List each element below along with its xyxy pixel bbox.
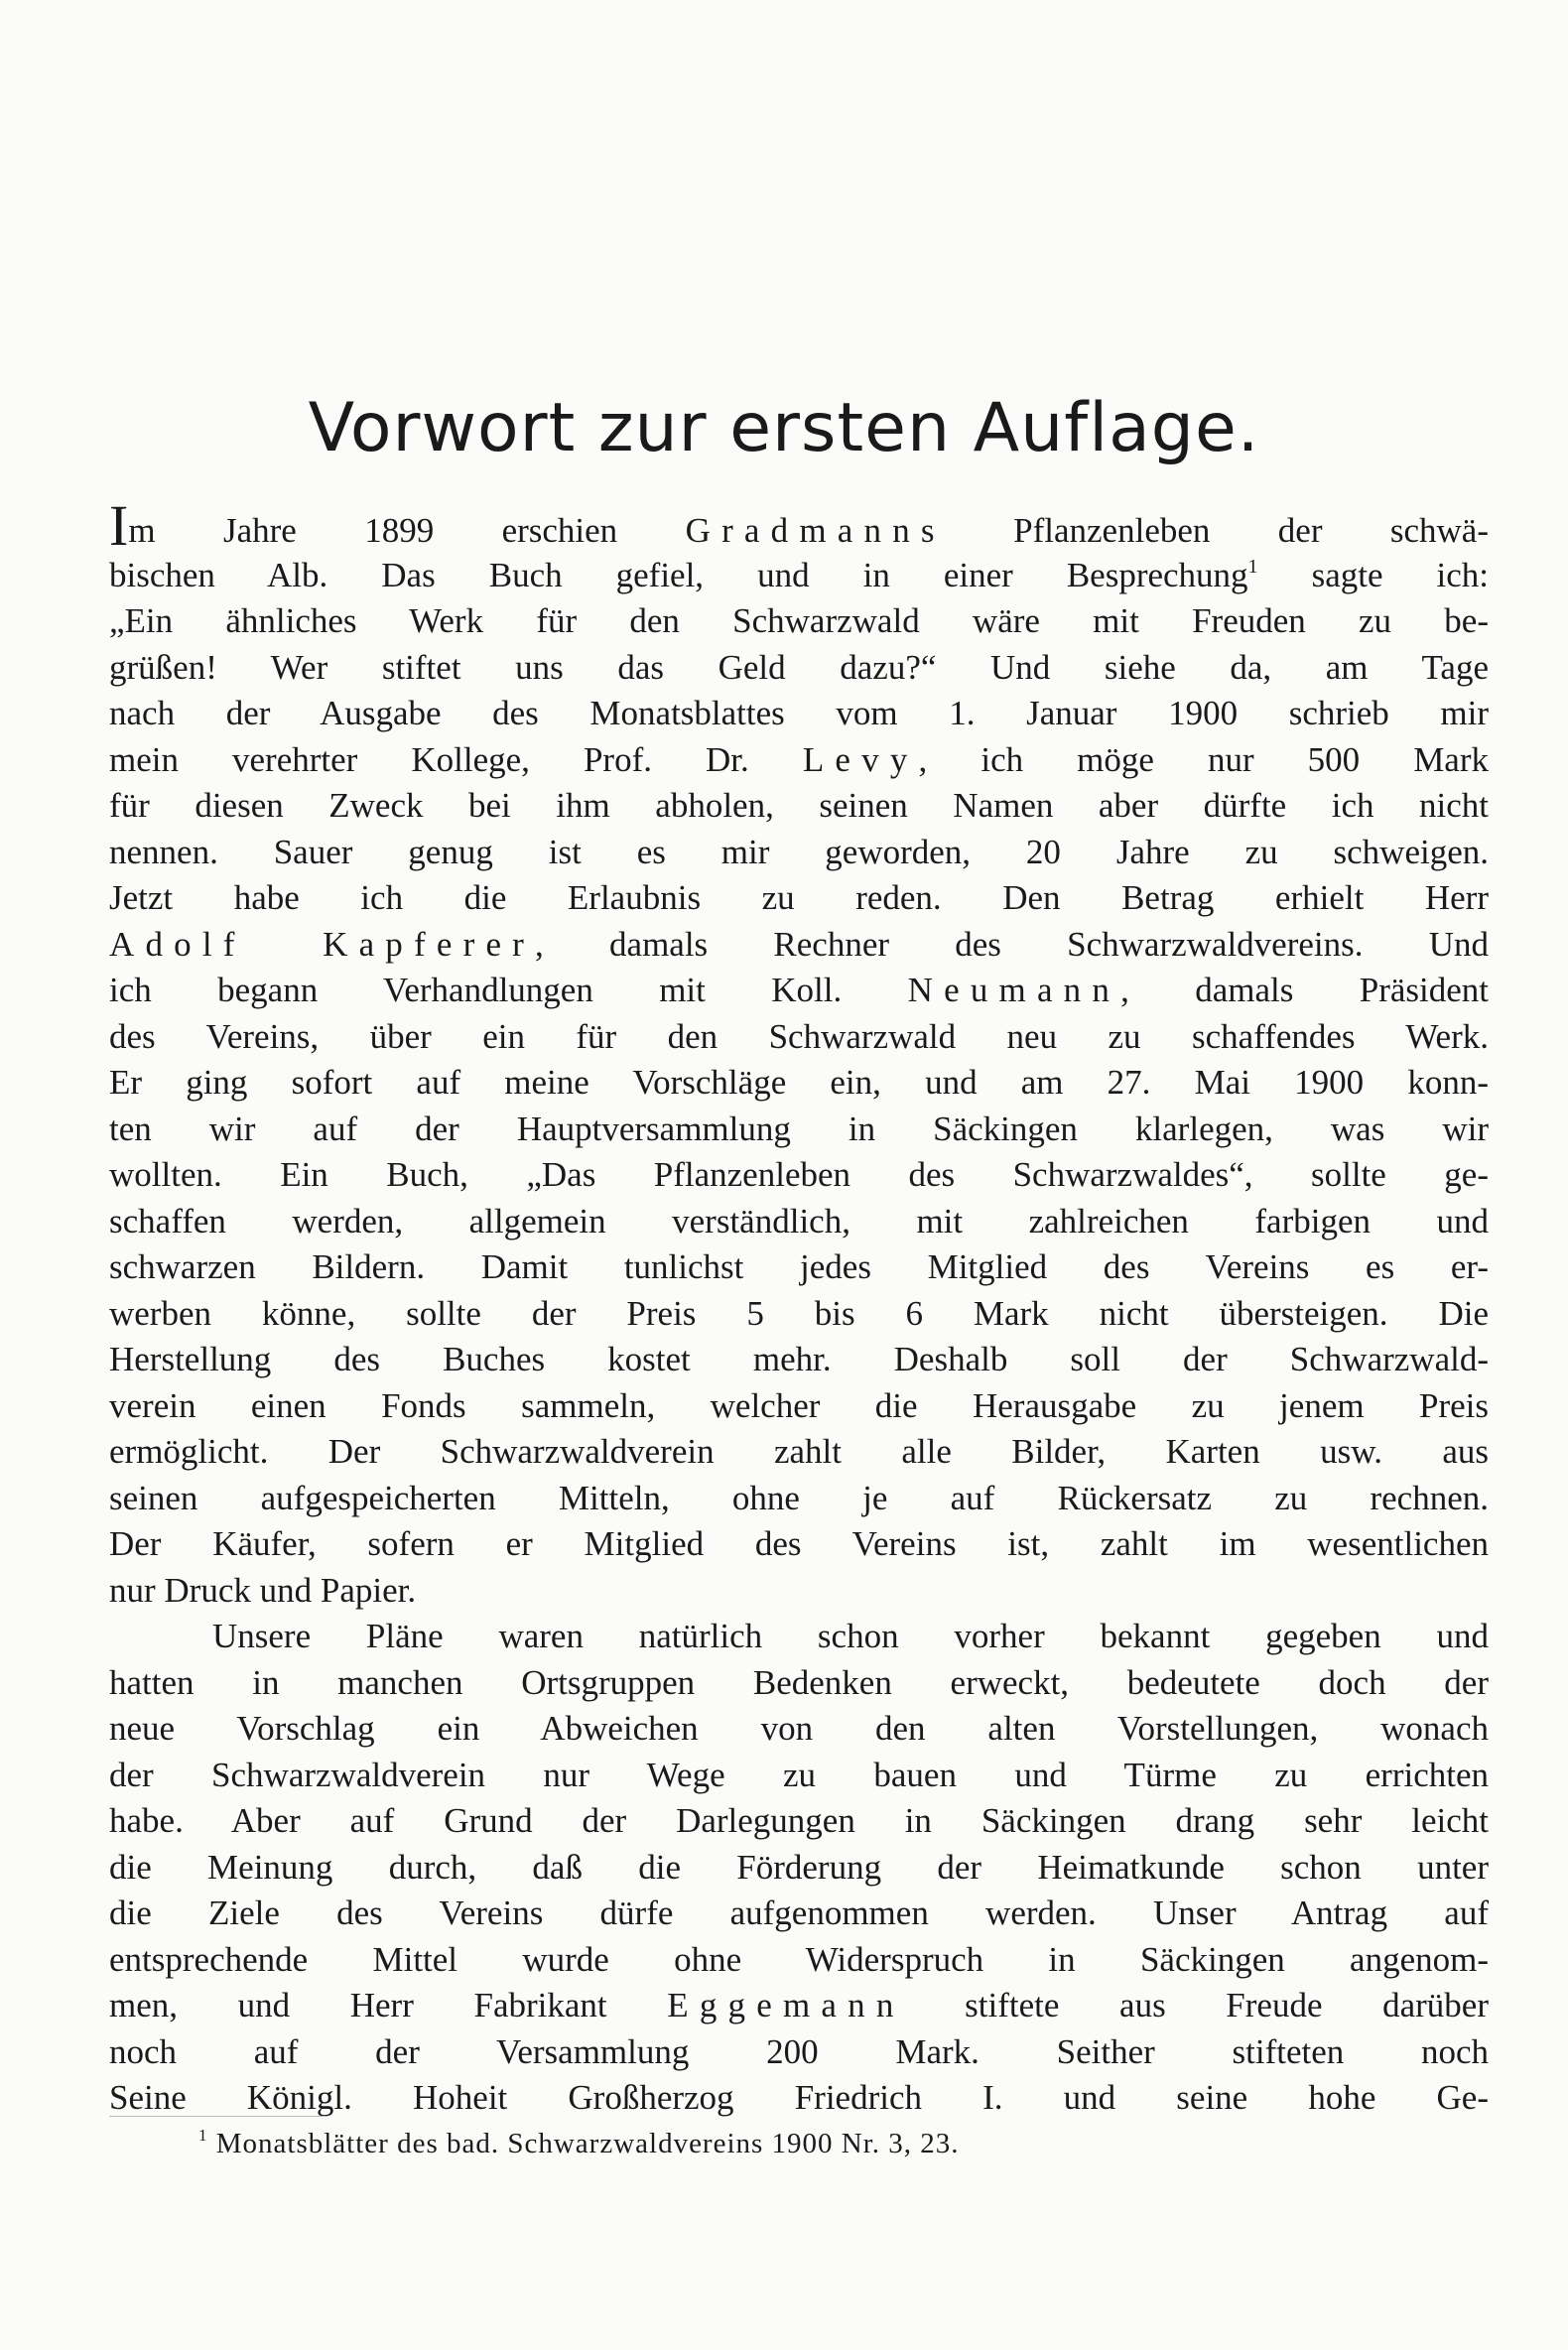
- spaced-name: Neumann: [907, 971, 1121, 1009]
- text-segment: , damals Rechner des Schwarzwaldvereins. Und: [535, 924, 1489, 964]
- text-segment: hatten in manchen Ortsgruppen Bedenken erweckt, bedeutete doch der: [109, 1662, 1489, 1702]
- text-segment: für diesen Zweck bei ihm abholen, seinen Namen aber dürfte ich nicht: [109, 786, 1489, 825]
- text-line: [109, 645, 1489, 692]
- text-segment: Jetzt habe ich die Erlaubnis zu reden. Den Betrag erhielt Herr: [109, 878, 1489, 917]
- text-line: [109, 1521, 1489, 1568]
- spaced-name: Gradmanns: [685, 511, 946, 550]
- text-segment: bischen Alb. Das Buch gefiel, und in einer Besprechung: [109, 555, 1248, 594]
- text-segment: ich begann Verhandlungen mit Koll.: [109, 971, 908, 1009]
- footnote: [198, 2128, 1389, 2160]
- text-segment: schaffen werden, allgemein verständlich, mit zahlreichen farbigen und: [109, 1201, 1489, 1240]
- text-segment: habe. Aber auf Grund der Darlegungen in Säckingen drang sehr leicht: [109, 1801, 1489, 1840]
- text-line: [109, 968, 1489, 1014]
- text-segment: ermöglicht. Der Schwarzwaldverein zahlt alle Bilder, Karten usw. aus: [109, 1432, 1489, 1471]
- spaced-name: Eggemann: [667, 1986, 905, 2024]
- text-line: [109, 1107, 1489, 1153]
- text-line: [109, 737, 1489, 784]
- text-line: [109, 1152, 1489, 1199]
- text-line: [109, 553, 1489, 599]
- page-title: Vorwort zur ersten Auflage.: [308, 389, 1260, 467]
- text-line: [109, 1891, 1489, 1937]
- text-line: [109, 922, 1489, 969]
- text-segment: „Ein ähnliches Werk für den Schwarzwald wäre mit Freuden zu be-: [109, 601, 1489, 640]
- text-line: [109, 2029, 1489, 2076]
- text-segment: nur Druck und Papier.: [109, 1570, 417, 1610]
- text-segment: werben könne, sollte der Preis 5 bis 6 Mark nicht übersteigen. Die: [109, 1293, 1489, 1333]
- text-line: [109, 830, 1489, 876]
- initial-letter: I: [109, 493, 129, 558]
- text-segment: Er ging sofort auf meine Vorschläge ein, und am 27. Mai 1900 konn-: [109, 1063, 1489, 1102]
- text-segment: , damals Präsident: [1120, 971, 1489, 1009]
- text-segment: Herstellung des Buches kostet mehr. Deshalb soll der Schwarzwald-: [109, 1340, 1489, 1378]
- text-line: [109, 1937, 1489, 1984]
- text-line: [109, 691, 1489, 737]
- text-segment: sagte ich:: [1257, 555, 1489, 594]
- text-line: [109, 875, 1489, 922]
- text-segment: Seine Königl. Hoheit Großherzog Friedrich I. und seine hohe Ge-: [109, 2078, 1489, 2117]
- text-segment: nach der Ausgabe des Monatsblattes vom 1. Januar 1900 schrieb mir: [109, 694, 1489, 732]
- text-segment: nennen. Sauer genug ist es mir geworden, 20 Jahre zu schweigen.: [109, 832, 1489, 871]
- text-line: [109, 1429, 1489, 1476]
- text-line: [109, 1014, 1489, 1061]
- text-line: [109, 1983, 1489, 2029]
- spaced-name: Adolf Kapferer: [109, 924, 536, 964]
- text-line: [109, 1753, 1489, 1799]
- text-segment: Unsere Pläne waren natürlich schon vorher bekannt gegeben und: [212, 1617, 1489, 1655]
- text-line: [109, 1337, 1489, 1383]
- text-segment: ten wir auf der Hauptversammlung in Säckingen klarlegen, was wir: [109, 1109, 1489, 1148]
- text-segment: der Schwarzwaldverein nur Wege zu bauen und Türme zu errichten: [109, 1755, 1489, 1794]
- footnote-rule: [109, 2116, 327, 2117]
- text-segment: wollten. Ein Buch, „Das Pflanzenleben des Schwarzwaldes“, sollte ge-: [109, 1155, 1489, 1194]
- text-line: [109, 2075, 1489, 2122]
- footnote-marker: 1: [198, 2126, 208, 2145]
- text-segment: m Jahre 1899 erschien: [128, 511, 686, 550]
- text-segment: , ich möge nur 500 Mark: [918, 739, 1489, 779]
- text-segment: die Meinung durch, daß die Förderung der Heimatkunde schon unter: [109, 1847, 1489, 1887]
- text-line: [109, 1706, 1489, 1753]
- text-segment: neue Vorschlag ein Abweichen von den alten Vorstellungen, wonach: [109, 1709, 1489, 1748]
- text-line: [109, 1845, 1489, 1892]
- text-segment: noch auf der Versammlung 200 Mark. Seither stifteten noch: [109, 2031, 1489, 2071]
- text-segment: stiftete aus Freude darüber: [904, 1986, 1489, 2024]
- text-segment: mein verehrter Kollege, Prof. Dr.: [109, 739, 803, 779]
- text-line: [109, 1660, 1489, 1707]
- spaced-name: Levy: [802, 739, 919, 779]
- text-line: [109, 1199, 1489, 1245]
- text-segment: des Vereins, über ein für den Schwarzwald neu zu schaffendes Werk.: [109, 1016, 1489, 1056]
- text-line: [109, 1383, 1489, 1430]
- text-line: [109, 1568, 1489, 1615]
- text-segment: seinen aufgespeicherten Mitteln, ohne je auf Rückersatz zu rechnen.: [109, 1478, 1489, 1517]
- text-segment: grüßen! Wer stiftet uns das Geld dazu?“ Und siehe da, am Tage: [109, 647, 1489, 687]
- text-line: [109, 1614, 1489, 1660]
- text-segment: Pflanzenleben der schwä-: [945, 511, 1489, 550]
- text-segment: schwarzen Bildern. Damit tunlichst jedes Mitglied des Vereins es er-: [109, 1247, 1489, 1286]
- text-line: [109, 598, 1489, 645]
- footnote-reference: 1: [1247, 555, 1258, 578]
- text-line: [109, 493, 1489, 558]
- text-segment: Der Käufer, sofern er Mitglied des Vereins ist, zahlt im wesentlichen: [109, 1524, 1489, 1563]
- text-segment: men, und Herr Fabrikant: [109, 1986, 668, 2024]
- body-text: [109, 493, 1489, 2122]
- text-segment: verein einen Fonds sammeln, welcher die Herausgabe zu jenem Preis: [109, 1385, 1489, 1425]
- text-segment: die Ziele des Vereins dürfe aufgenommen werden. Unser Antrag auf: [109, 1893, 1489, 1932]
- text-line: [109, 1291, 1489, 1338]
- text-segment: entsprechende Mittel wurde ohne Widerspruch in Säckingen angenom-: [109, 1939, 1489, 1979]
- text-line: [109, 1060, 1489, 1107]
- text-line: [109, 1244, 1489, 1291]
- text-line: [109, 783, 1489, 830]
- footnote-text: Monatsblätter des bad. Schwarzwaldvereins 1900 Nr. 3, 23.: [215, 2128, 960, 2159]
- text-line: [109, 1476, 1489, 1522]
- text-line: [109, 1798, 1489, 1845]
